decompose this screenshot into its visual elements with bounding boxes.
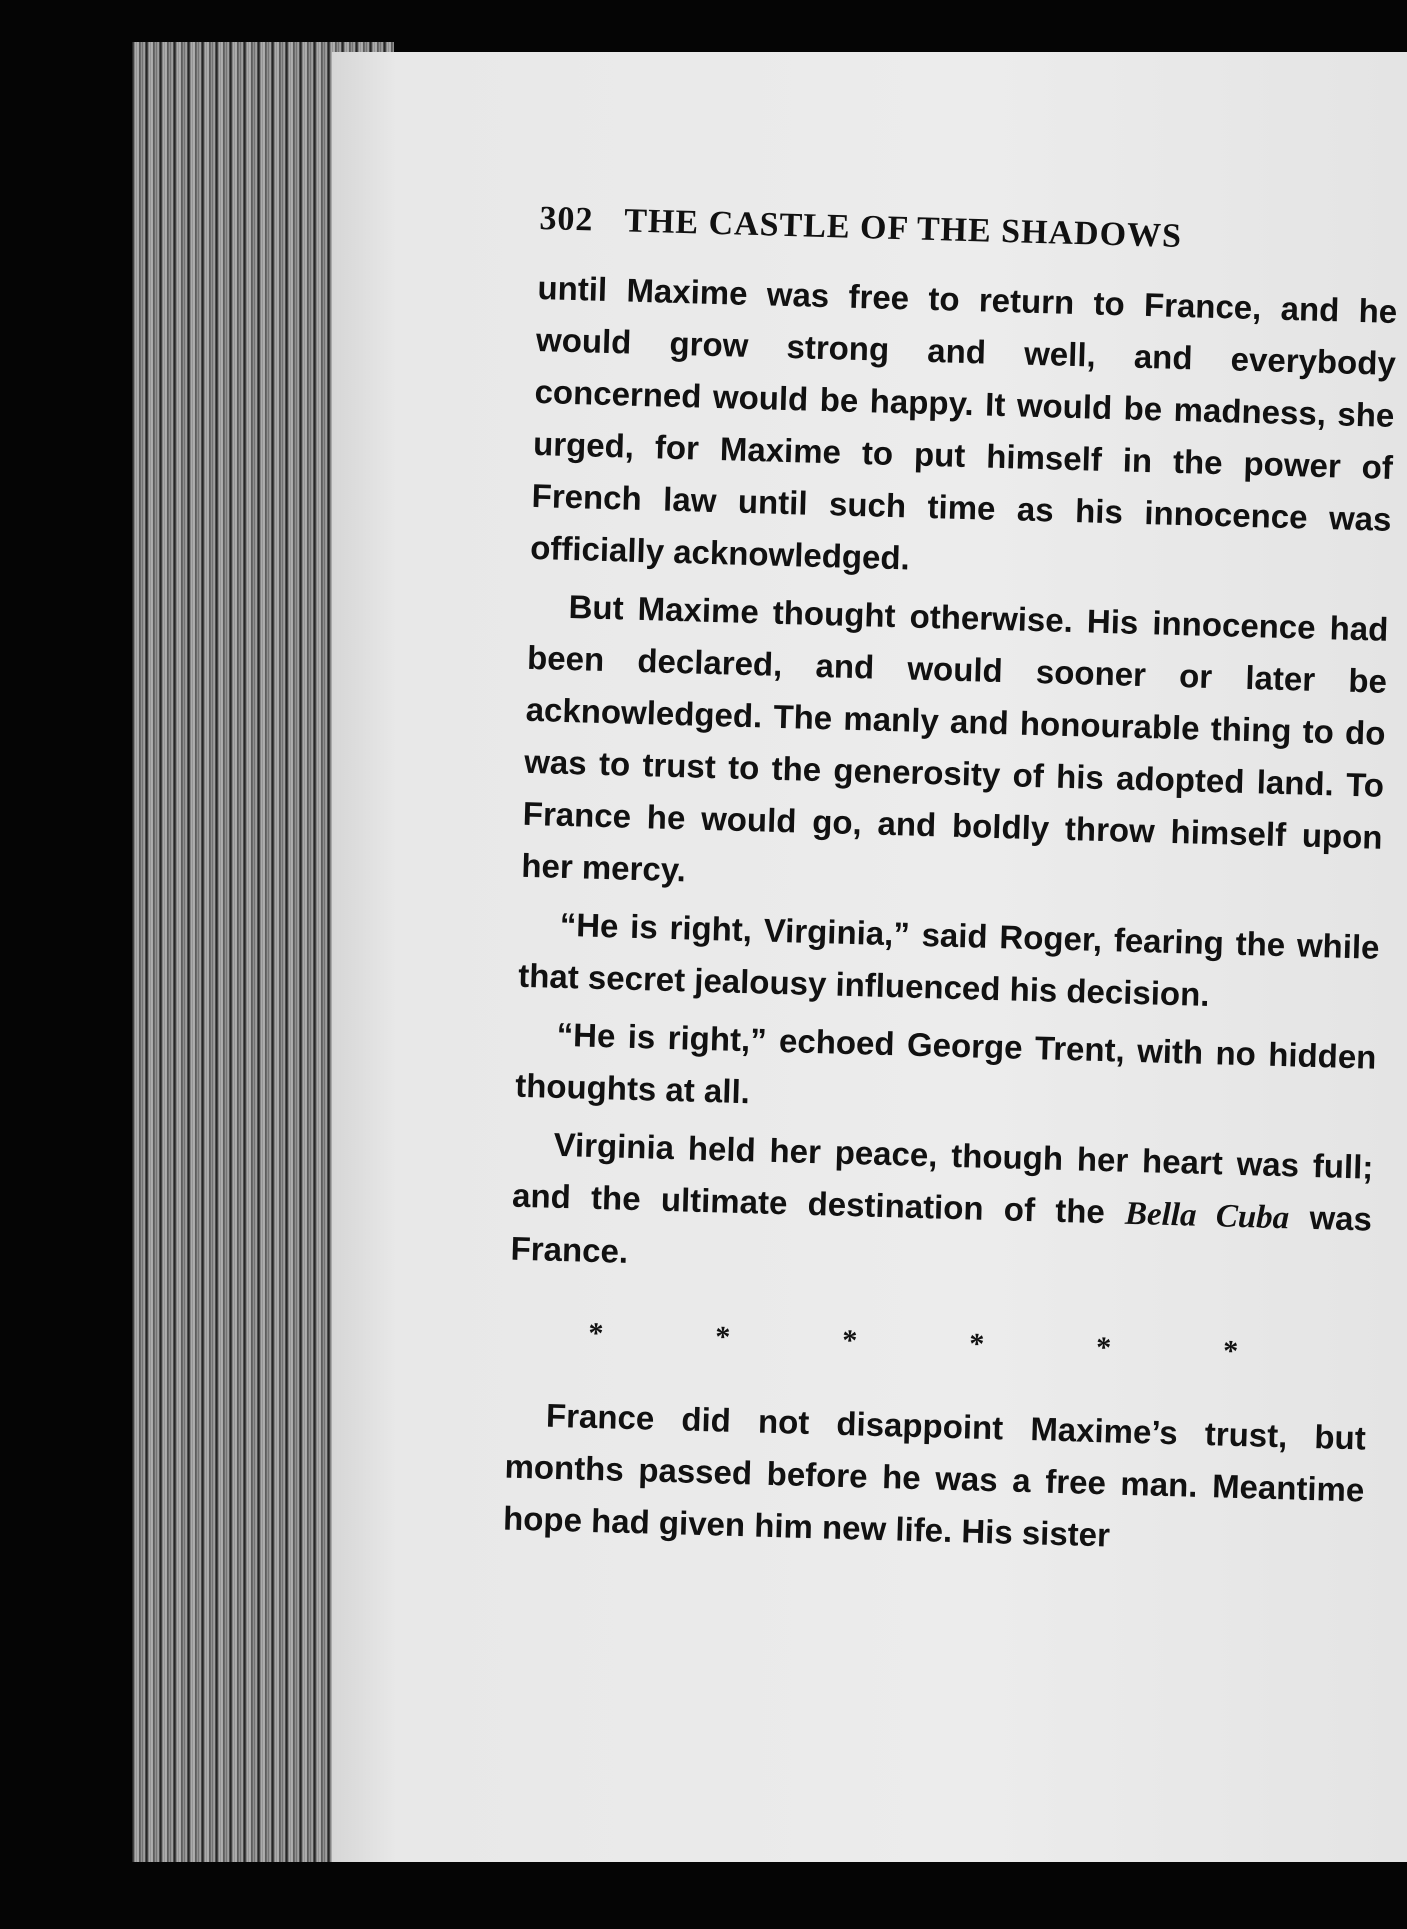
paragraph: “He is right,” echoed George Trent, with no hidden thoughts at all. <box>514 1015 1377 1111</box>
asterisk: * <box>841 1323 858 1358</box>
page-content <box>502 200 1399 1568</box>
paragraph-text: was France. <box>510 1198 1373 1270</box>
asterisk: * <box>714 1320 731 1354</box>
paragraph: “He is right, Virginia,” said Roger, fearing the while that secret jealousy influenced his decision. <box>517 905 1380 1013</box>
paragraph-text: Virginia held her peace, though her heart was full; and the ultimate destination of the <box>511 1125 1374 1231</box>
page-number: 302 <box>538 200 594 239</box>
asterisk: * <box>587 1316 604 1351</box>
paragraph: But Maxime thought otherwise. His innocence had been declared, and would sooner or later be acknowledged. The manly and honourable thing to do was to trust to the generosity of his adopted land. To France he would go, and boldly throw himself upon her mercy. <box>520 587 1389 889</box>
running-title: THE CASTLE OF THE SHADOWS <box>623 202 1183 255</box>
paragraph: France did not disappoint Maxime’s trust, but months passed before he was a free man. Meantime hope had given him new life. His sister <box>502 1396 1367 1554</box>
asterisk: * <box>968 1327 985 1361</box>
asterisk: * <box>1095 1330 1112 1365</box>
asterisk: * <box>1222 1334 1239 1368</box>
ship-name: Bella Cuba <box>1124 1195 1290 1237</box>
paragraph <box>510 1118 1374 1299</box>
paragraph: until Maxime was free to return to France, and he would grow strong and well, and everybody concerned would be happy. It would be madness, she urged, for Maxime to put himself in the power of French law until such time as his innocence was officially acknowledged. <box>529 268 1398 577</box>
section-break <box>588 1317 1239 1369</box>
